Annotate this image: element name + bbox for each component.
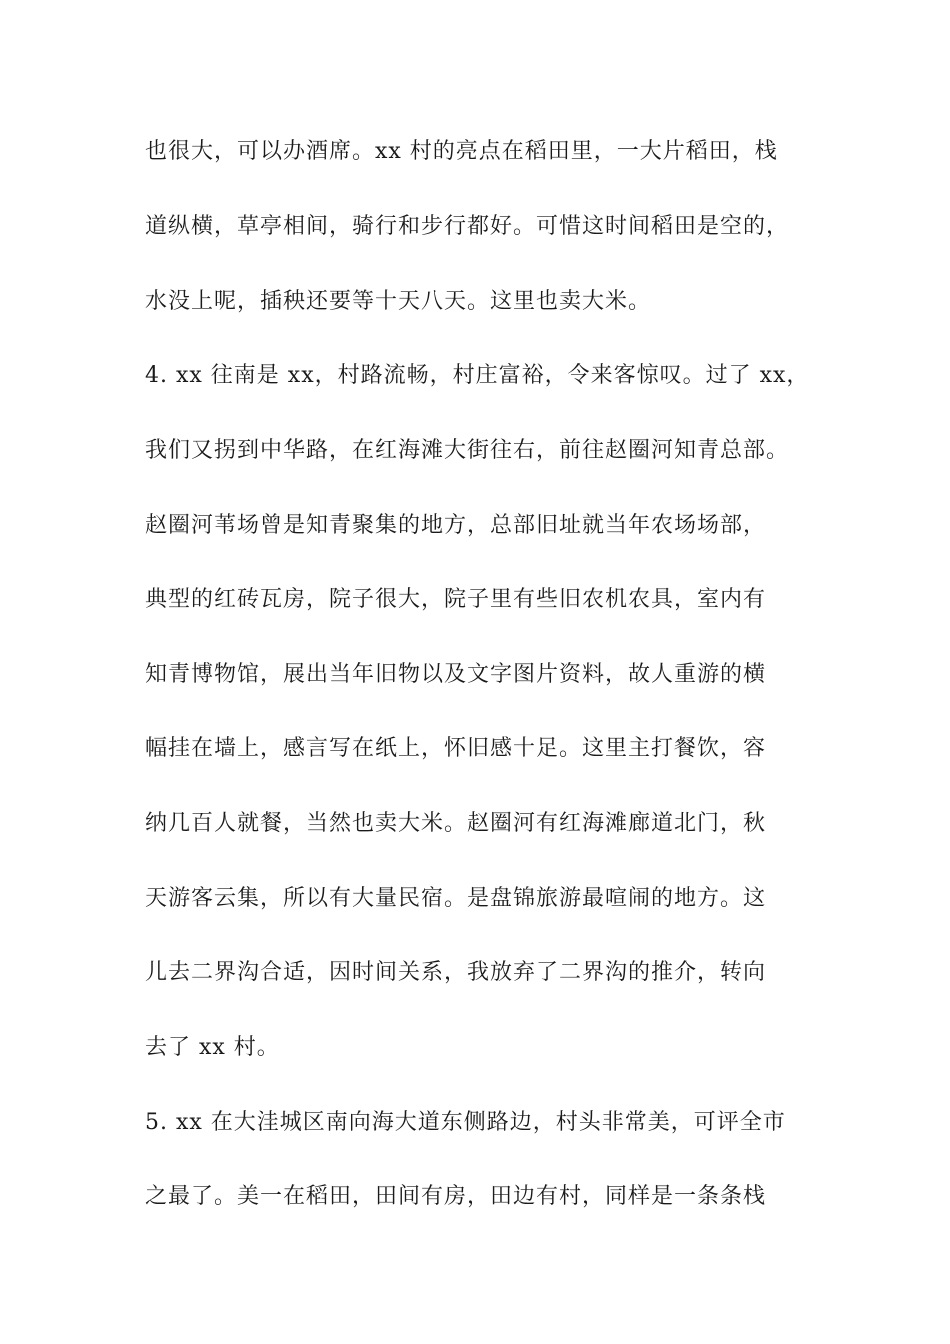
text-line: 之最了。美一在稻田，田间有房，田边有村，同样是一条条栈 <box>145 1184 767 1209</box>
text-line: 赵圈河苇场曾是知青聚集的地方，总部旧址就当年农场场部， <box>145 513 767 538</box>
text-line: 知青博物馆，展出当年旧物以及文字图片资料，故人重游的横 <box>145 662 767 687</box>
text-line: 儿去二界沟合适，因时间关系，我放弃了二界沟的推介，转向 <box>145 960 767 985</box>
text-line: 5. xx 在大洼城区南向海大道东侧路边，村头非常美，可评全市 <box>145 1110 786 1135</box>
text-line: 我们又拐到中华路，在红海滩大街往右，前往赵圈河知青总部。 <box>145 438 790 463</box>
text-line: 水没上呢，插秧还要等十天八天。这里也卖大米。 <box>145 289 652 314</box>
text-line: 道纵横，草亭相间，骑行和步行都好。可惜这时间稻田是空的， <box>145 214 790 239</box>
text-line: 典型的红砖瓦房，院子很大，院子里有些旧农机农具，室内有 <box>145 587 767 612</box>
text-line: 4. xx 往南是 xx，村路流畅，村庄富裕，令来客惊叹。过了 xx， <box>145 363 810 388</box>
text-line: 也很大，可以办酒席。xx 村的亮点在稻田里，一大片稻田，栈 <box>145 139 778 164</box>
text-line: 幅挂在墙上，感言写在纸上，怀旧感十足。这里主打餐饮，容 <box>145 736 767 761</box>
text-line: 天游客云集，所以有大量民宿。是盘锦旅游最喧闹的地方。这 <box>145 886 767 911</box>
text-line: 去了 xx 村。 <box>145 1035 280 1060</box>
text-line: 纳几百人就餐，当然也卖大米。赵圈河有红海滩廊道北门，秋 <box>145 811 767 836</box>
